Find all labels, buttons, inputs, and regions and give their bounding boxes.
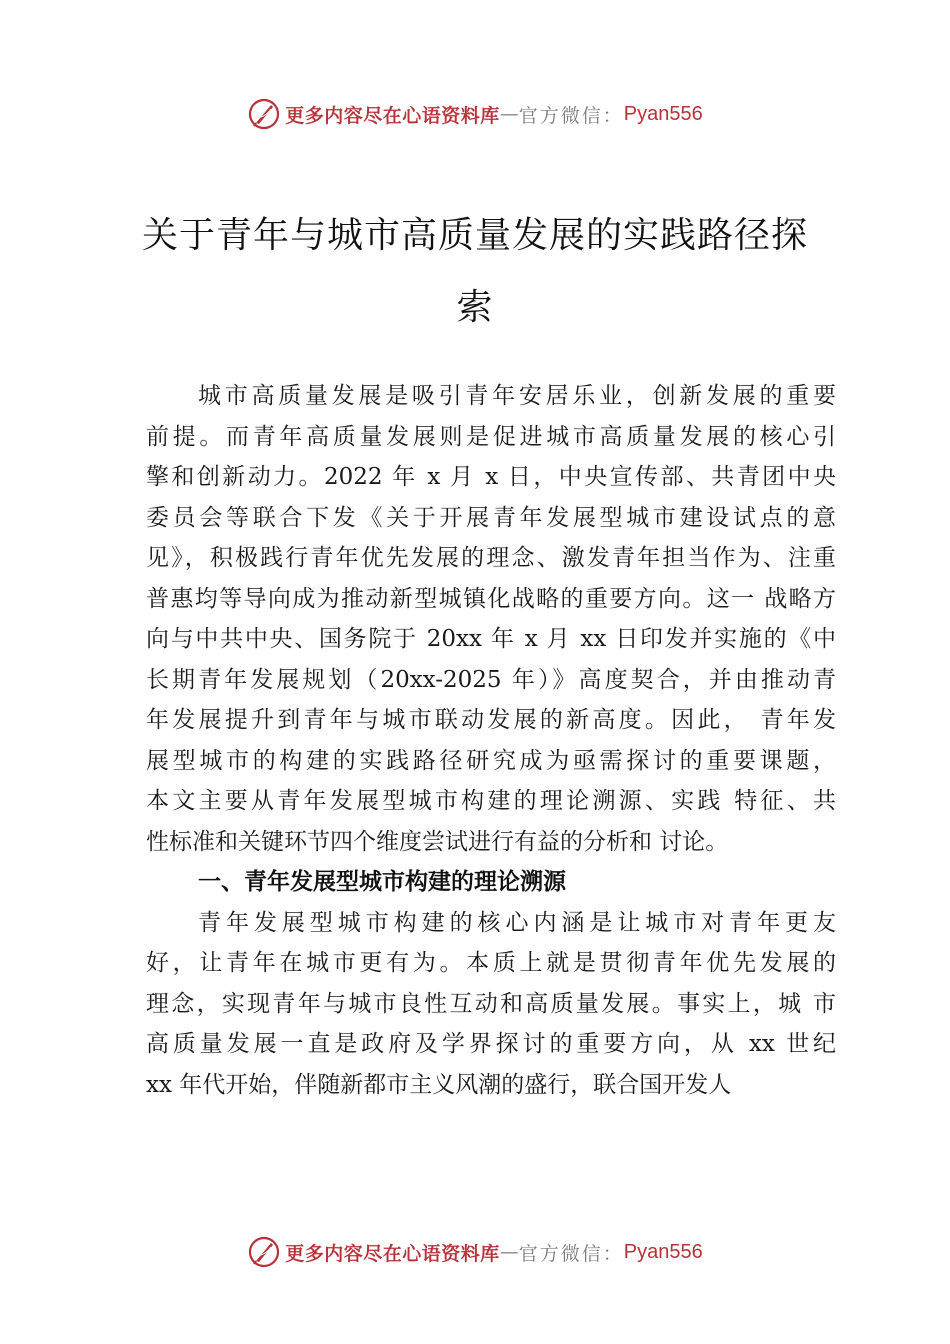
banner-wechat-id: Pyan556 — [623, 102, 703, 125]
quill-logo-icon — [247, 1235, 281, 1269]
banner-wechat-label: 官方微信： — [518, 1242, 624, 1265]
paragraph-line: 城市高质量发展是吸引青年安居乐业，创新发展的重要 — [198, 383, 836, 409]
paragraph-line: 年发展提升到青年与城市联动发展的新高度。因此， 青年发 — [146, 707, 836, 733]
paragraph-line: 理念，实现青年与城市良性互动和高质量发展。事实上，城 市 — [146, 990, 836, 1017]
banner-separator: — — [499, 1241, 519, 1263]
paragraph-line: 高质量发展一直是政府及学界探讨的重要方向，从 xx 世纪 — [146, 1031, 836, 1057]
document-body — [146, 376, 836, 1105]
paragraph-line: 青年发展型城市构建的核心内涵是让城市对青年更友 — [198, 909, 836, 936]
document-title — [130, 200, 820, 344]
paragraph-line: 见》，积极践行青年优先发展的理念、激发青年担当作为、注重 — [146, 545, 836, 571]
quill-logo-icon — [247, 97, 281, 131]
footer-banner — [0, 1232, 950, 1272]
banner-wechat-label: 官方微信： — [518, 104, 624, 127]
header-banner — [0, 94, 950, 134]
banner-wechat-id: Pyan556 — [623, 1240, 703, 1263]
paragraph-line: 向与中共中央、国务院于 20xx 年 x 月 xx 日印发并实施的《中 — [146, 626, 836, 652]
paragraph-line: xx 年代开始，伴随新都市主义风潮的盛行，联合国开发人 — [146, 1071, 732, 1098]
paragraph-line: 擎和创新动力。2022 年 x 月 x 日，中央宣传部、共青团中央 — [146, 464, 836, 490]
banner-main-text: 更多内容尽在心语资料库 — [285, 1242, 500, 1265]
section-heading: 一、青年发展型城市构建的理论溯源 — [198, 869, 566, 895]
title-line-2: 索 — [456, 287, 494, 328]
banner-main-text: 更多内容尽在心语资料库 — [285, 104, 500, 127]
paragraph-line: 展型城市的构建的实践路径研究成为亟需探讨的重要课题， — [146, 747, 836, 774]
paragraph-line: 性标准和关键环节四个维度尝试进行有益的分析和 讨论。 — [146, 828, 729, 855]
title-line-1: 关于青年与城市高质量发展的实践路径探 — [141, 215, 808, 256]
banner-separator: — — [499, 103, 519, 125]
paragraph-line: 本文主要从青年发展型城市构建的理论溯源、实践 特征、共 — [146, 788, 836, 814]
paragraph-line: 好，让青年在城市更有为。本质上就是贯彻青年优先发展的 — [146, 950, 836, 976]
paragraph-line: 委员会等联合下发《关于开展青年发展型城市建设试点的意 — [146, 504, 836, 531]
paragraph-line: 前提。而青年高质量发展则是促进城市高质量发展的核心引 — [146, 423, 836, 450]
paragraph-line: 长期青年发展规划（20xx-2025 年）》高度契合，并由推动青 — [146, 666, 836, 693]
paragraph-line: 普惠均等导向成为推动新型城镇化战略的重要方向。这一 战略方 — [146, 585, 836, 612]
